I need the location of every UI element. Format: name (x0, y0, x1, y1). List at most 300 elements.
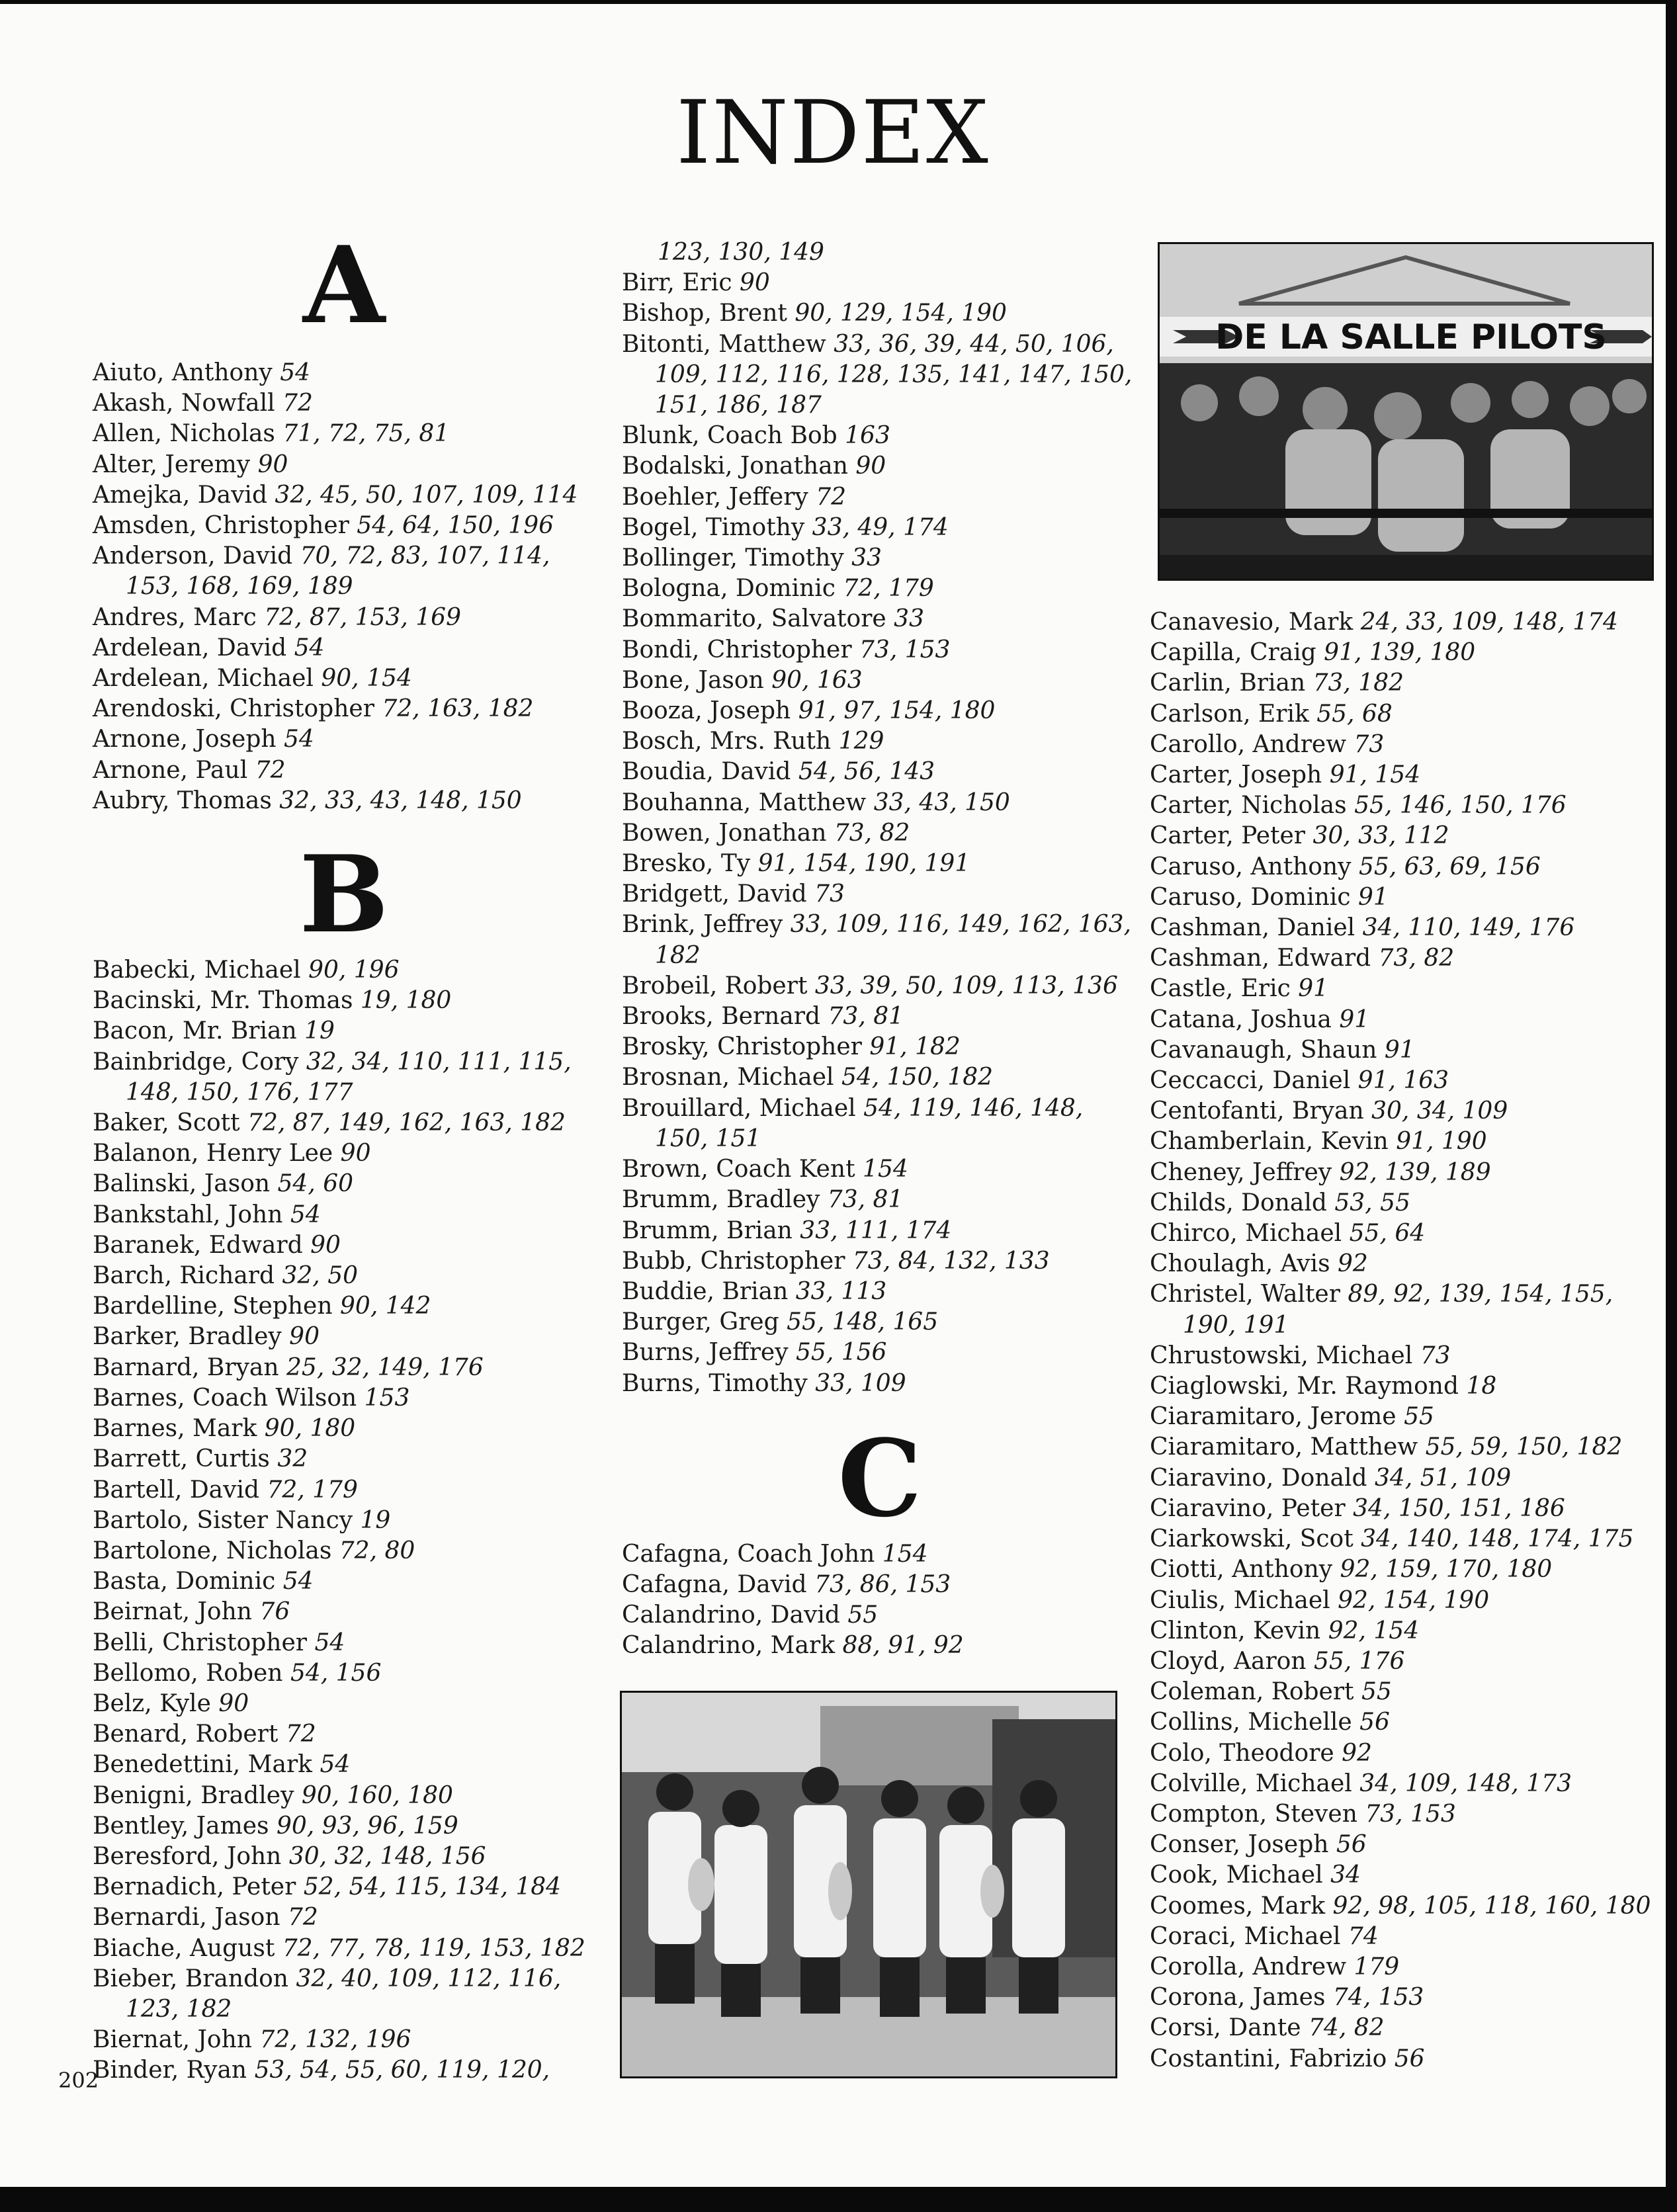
entry-pages: 55, 64 (1349, 1220, 1426, 1248)
entry-pages: 90 (218, 1689, 249, 1717)
index-entry (93, 2025, 595, 2055)
index-entry (622, 1216, 1138, 1246)
entry-name: Barrett, Curtis (93, 1445, 270, 1473)
entry-pages: 90 (340, 1140, 371, 1168)
entry-pages: 55, 176 (1313, 1647, 1405, 1675)
entry-name: Bainbridge, Cory (93, 1048, 299, 1076)
index-entry (93, 1047, 595, 1108)
entry-pages: 92 (1338, 1250, 1368, 1278)
entry-name: Bacon, Mr. Brian (93, 1017, 297, 1045)
entry-name: Caruso, Dominic (1150, 883, 1351, 911)
index-entry (93, 724, 595, 755)
entry-name: Basta, Dominic (93, 1568, 276, 1595)
index-entry (1150, 943, 1653, 974)
index-entry (1150, 852, 1653, 882)
index-entry (93, 633, 595, 663)
entry-name: Baranek, Edward (93, 1231, 303, 1259)
index-entry (93, 1200, 595, 1230)
entry-pages: 25, 32, 149, 176 (286, 1353, 484, 1381)
entry-name: Aubry, Thomas (93, 787, 272, 814)
entry-pages: 34, 110, 149, 176 (1362, 914, 1575, 942)
index-entry (93, 1628, 595, 1658)
index-entry (1150, 1066, 1653, 1096)
entry-pages: 54 (294, 634, 325, 661)
entry-pages: 72 (287, 1904, 318, 1932)
entry-pages: 91, 139, 180 (1324, 639, 1476, 667)
entry-pages: 73, 82 (1378, 945, 1455, 972)
index-entry (93, 1811, 595, 1842)
page-title: INDEX (676, 82, 990, 184)
entry-name: Bishop, Brent (622, 300, 787, 327)
entry-name: Alter, Jeremy (93, 450, 251, 478)
index-entry (1150, 1035, 1653, 1066)
entry-name: Carter, Joseph (1150, 761, 1322, 789)
index-entry (622, 910, 1138, 970)
entry-name: Brosky, Christopher (622, 1033, 862, 1061)
entry-name: Arendoski, Christopher (93, 695, 374, 723)
entry-pages: 91 (1384, 1036, 1415, 1064)
index-entry (1150, 1707, 1653, 1738)
index-entry (1150, 1554, 1653, 1585)
entry-pages: 19 (304, 1017, 335, 1045)
entry-pages: 33 (894, 605, 924, 633)
entry-name: Aiuto, Anthony (93, 359, 273, 386)
entry-pages: 92 (1342, 1739, 1372, 1767)
index-entry (93, 1475, 595, 1506)
entry-pages: 33, 36, 39, 44, 50, 106, 109, 112, 116, 128, 135, 141, 147, 150, 151, 186, 187 (655, 330, 1133, 419)
index-entry (93, 419, 595, 449)
index-entry (93, 1964, 595, 2025)
entry-name: Caruso, Anthony (1150, 853, 1352, 880)
index-entry (93, 755, 595, 786)
entry-pages: 90 (310, 1231, 341, 1259)
entry-pages: 154 (863, 1156, 908, 1183)
entry-name: Benedettini, Mark (93, 1751, 312, 1779)
entry-pages: 123, 130, 149 (658, 239, 824, 266)
entry-pages: 90 (739, 269, 770, 297)
entry-pages: 34 (1330, 1861, 1361, 1889)
entry-name: Bodalski, Jonathan (622, 452, 848, 480)
entry-name: Ardelean, Michael (93, 665, 314, 693)
index-entry (93, 1230, 595, 1261)
index-entry (622, 513, 1138, 543)
entry-name: Bartolo, Sister Nancy (93, 1506, 353, 1534)
entry-pages: 90, 142 (340, 1293, 431, 1320)
entry-pages: 55, 68 (1316, 700, 1393, 728)
entry-name: Bogel, Timothy (622, 513, 805, 541)
entry-name: Bone, Jason (622, 666, 764, 694)
index-entry (622, 1093, 1138, 1154)
index-entry (1150, 1432, 1653, 1463)
index-entry (1150, 1616, 1653, 1646)
index-entry (93, 1169, 595, 1199)
index-entry (622, 788, 1138, 818)
entry-pages: 73, 153 (859, 636, 951, 663)
sign-text: DE LA SALLE PILOTS (1215, 318, 1607, 357)
entry-pages: 54 (284, 726, 314, 753)
entry-name: Brooks, Bernard (622, 1003, 821, 1031)
index-entry (93, 663, 595, 694)
index-entry (93, 541, 595, 602)
entry-pages: 55, 146, 150, 176 (1354, 792, 1567, 820)
entry-name: Coleman, Robert (1150, 1678, 1354, 1706)
entry-name: Bosch, Mrs. Ruth (622, 728, 832, 755)
entry-name: Calandrino, Mark (622, 1632, 836, 1660)
index-entry (622, 1307, 1138, 1338)
entry-pages: 73, 182 (1312, 669, 1404, 697)
entry-pages: 73 (814, 880, 845, 908)
entry-name: Bentley, James (93, 1812, 269, 1840)
index-entry (93, 1658, 595, 1689)
entry-name: Centofanti, Bryan (1150, 1097, 1364, 1125)
index-entry (1150, 1524, 1653, 1554)
entry-pages: 89, 92, 139, 154, 155, 190, 191 (1183, 1281, 1613, 1339)
entry-pages: 34, 109, 148, 173 (1359, 1769, 1572, 1797)
entry-pages: 55 (1361, 1678, 1392, 1706)
entry-pages: 19, 180 (360, 987, 452, 1015)
entry-pages: 92, 159, 170, 180 (1340, 1556, 1553, 1584)
entry-pages: 90, 93, 96, 159 (276, 1812, 458, 1840)
index-entry (622, 1631, 1138, 1661)
entry-name: Colville, Michael (1150, 1769, 1352, 1797)
index-entry (622, 298, 1138, 329)
entry-pages: 92, 154 (1328, 1617, 1420, 1644)
entry-pages: 24, 33, 109, 148, 174 (1360, 609, 1618, 636)
entry-name: Birr, Eric (622, 269, 732, 297)
entry-name: Brouillard, Michael (622, 1094, 856, 1122)
entry-pages: 73 (1420, 1341, 1451, 1369)
entry-name: Costantini, Fabrizio (1150, 2045, 1387, 2072)
entry-pages: 19 (360, 1506, 391, 1534)
entry-pages: 91, 154, 190, 191 (757, 850, 970, 878)
entry-name: Cloyd, Aaron (1150, 1647, 1307, 1675)
entry-name: Buddie, Brian (622, 1277, 789, 1305)
entry-name: Blunk, Coach Bob (622, 422, 838, 450)
index-entry (622, 818, 1138, 849)
entry-name: Carter, Peter (1150, 822, 1306, 850)
entry-pages: 90, 163 (771, 666, 863, 694)
entry-pages: 74, 153 (1332, 1984, 1424, 2012)
index-entry (1150, 1249, 1653, 1279)
entry-pages: 54, 119, 146, 148, 150, 151 (655, 1094, 1084, 1152)
entry-name: Cashman, Daniel (1150, 914, 1355, 942)
index-entry (622, 1369, 1138, 1399)
index-entry (93, 1108, 595, 1138)
entry-pages: 55, 148, 165 (787, 1308, 939, 1336)
index-entry (1150, 638, 1653, 668)
entry-pages: 90 (855, 452, 886, 480)
entry-pages: 163 (845, 422, 890, 450)
index-entry (1150, 1188, 1653, 1218)
index-entry (1150, 1891, 1653, 1922)
entry-pages: 54 (282, 1568, 314, 1595)
page-number: 202 (58, 2068, 99, 2093)
index-entry (622, 451, 1138, 482)
entry-name: Collins, Michelle (1150, 1709, 1352, 1736)
index-column-3 (1150, 607, 1653, 2074)
entry-name: Corona, James (1150, 1984, 1326, 2012)
index-entry (622, 543, 1138, 574)
entry-name: Ciaramitaro, Jerome (1150, 1403, 1397, 1431)
index-entry (93, 1414, 595, 1444)
entry-pages: 32, 34, 110, 111, 115, 148, 150, 176, 177 (126, 1048, 572, 1106)
entry-pages: 55, 63, 69, 156 (1358, 853, 1541, 880)
entry-name: Bitonti, Matthew (622, 330, 826, 358)
index-entry (622, 696, 1138, 726)
index-column-1 (93, 223, 595, 2086)
entry-name: Christel, Walter (1150, 1281, 1340, 1308)
entry-pages: 54, 60 (277, 1170, 354, 1198)
index-entry (93, 1781, 595, 1811)
entry-name: Bankstahl, John (93, 1201, 283, 1228)
index-entry (93, 450, 595, 480)
entry-pages: 90, 154 (321, 665, 412, 693)
marching-band-photo (620, 1691, 1117, 2078)
index-entry (1150, 1982, 1653, 2013)
entry-pages: 53, 55 (1334, 1189, 1410, 1216)
entry-name: Balinski, Jason (93, 1170, 271, 1198)
index-entry (622, 421, 1138, 451)
entry-pages: 55 (1404, 1403, 1434, 1431)
index-entry (622, 971, 1138, 1001)
entry-pages: 53, 54, 55, 60, 119, 120, (254, 2057, 550, 2084)
index-entry (622, 1600, 1138, 1631)
entry-pages: 153 (364, 1384, 410, 1412)
entry-pages: 90, 129, 154, 190 (795, 300, 1007, 327)
index-entry (1150, 1494, 1653, 1524)
entry-name: Castle, Eric (1150, 975, 1291, 1003)
entry-name: Beirnat, John (93, 1598, 252, 1626)
index-entry (622, 1154, 1138, 1185)
entry-pages: 179 (1354, 1953, 1400, 1980)
entry-name: Bieber, Brandon (93, 1965, 288, 1992)
entry-name: Clinton, Kevin (1150, 1617, 1321, 1644)
entry-name: Cook, Michael (1150, 1861, 1323, 1889)
index-entry (1150, 1830, 1653, 1860)
entry-pages: 73, 81 (828, 1003, 904, 1031)
entry-pages: 30, 33, 112 (1312, 822, 1449, 850)
index-entry (622, 604, 1138, 634)
entry-pages: 72, 87, 149, 162, 163, 182 (247, 1109, 566, 1137)
entry-pages: 72, 179 (267, 1476, 358, 1504)
entry-pages: 32, 40, 109, 112, 116, 123, 182 (126, 1965, 562, 2023)
entry-name: Amejka, David (93, 481, 267, 509)
index-entry (93, 511, 595, 541)
index-entry (1150, 974, 1653, 1004)
entry-name: Bouhanna, Matthew (622, 788, 867, 816)
index-entry (622, 1277, 1138, 1307)
entry-name: Cheney, Jeffrey (1150, 1158, 1332, 1186)
entry-name: Catana, Joshua (1150, 1005, 1332, 1033)
index-entry (1150, 913, 1653, 943)
entry-pages: 73 (1354, 730, 1385, 758)
index-entry (1150, 2044, 1653, 2074)
entry-name: Coomes, Mark (1150, 1892, 1326, 1920)
index-entry (93, 1444, 595, 1474)
entry-name: Corsi, Dante (1150, 2014, 1301, 2042)
entry-name: Ciulis, Michael (1150, 1586, 1330, 1614)
entry-name: Babecki, Michael (93, 957, 301, 984)
index-entry (622, 1246, 1138, 1277)
entry-pages: 91, 182 (869, 1033, 961, 1061)
entry-pages: 55, 59, 150, 182 (1425, 1433, 1623, 1461)
index-entry (93, 1902, 595, 1933)
entry-pages: 34, 140, 148, 174, 175 (1361, 1525, 1634, 1553)
entry-pages: 73, 82 (834, 819, 910, 847)
entry-pages: 30, 34, 109 (1371, 1097, 1508, 1125)
index-entry (1150, 1677, 1653, 1707)
entry-name: Arnone, Paul (93, 756, 248, 784)
index-page (0, 4, 1666, 2187)
index-entry (622, 1032, 1138, 1062)
entry-pages: 90, 180 (264, 1415, 356, 1443)
index-entry (93, 1566, 595, 1597)
entry-pages: 55 (847, 1601, 879, 1629)
index-entry (1150, 607, 1653, 638)
entry-name: Bollinger, Timothy (622, 544, 844, 572)
index-entry (93, 1016, 595, 1046)
entry-pages: 56 (1394, 2045, 1425, 2072)
entry-name: Brobeil, Robert (622, 972, 808, 1000)
entry-pages: 34, 150, 151, 186 (1353, 1494, 1565, 1522)
entry-pages: 72 (255, 756, 286, 784)
entry-name: Ciaravino, Donald (1150, 1464, 1367, 1492)
entry-pages: 33, 43, 150 (873, 788, 1010, 816)
index-entry (622, 879, 1138, 910)
entry-pages: 74 (1348, 1922, 1379, 1950)
entry-pages: 91 (1357, 883, 1389, 911)
entry-pages: 91 (1298, 975, 1329, 1003)
index-entry (93, 1750, 595, 1780)
index-entry (622, 635, 1138, 665)
entry-pages: 72, 77, 78, 119, 153, 182 (282, 1934, 585, 1962)
entry-pages: 72, 80 (339, 1537, 415, 1564)
entry-name: Ceccacci, Daniel (1150, 1067, 1351, 1095)
entry-name: Conser, Joseph (1150, 1831, 1329, 1859)
entry-name: Ciarkowski, Scot (1150, 1525, 1354, 1553)
index-entry (622, 849, 1138, 879)
index-entry (93, 1872, 595, 1902)
index-entry (622, 329, 1138, 421)
cafeteria-photo (1158, 242, 1654, 581)
entry-pages: 18 (1466, 1373, 1497, 1400)
entry-pages: 32, 33, 43, 148, 150 (279, 787, 522, 814)
entry-pages: 34, 51, 109 (1375, 1464, 1512, 1492)
entry-name: Beresford, John (93, 1842, 282, 1870)
entry-pages: 73, 153 (1365, 1800, 1456, 1828)
entry-pages: 92, 154, 190 (1338, 1586, 1490, 1614)
entry-name: Canavesio, Mark (1150, 609, 1354, 636)
entry-name: Belli, Christopher (93, 1629, 307, 1656)
entry-name: Carlson, Erik (1150, 700, 1309, 728)
entry-pages: 55, 156 (796, 1339, 887, 1367)
entry-name: Brumm, Bradley (622, 1186, 820, 1214)
entry-pages: 72, 163, 182 (382, 695, 534, 723)
index-entry (1150, 1738, 1653, 1769)
entry-name: Capilla, Craig (1150, 639, 1316, 667)
entry-pages: 33 (851, 544, 882, 572)
index-entry (1150, 760, 1653, 790)
entry-name: Cavanaugh, Shaun (1150, 1036, 1377, 1064)
entry-pages: 56 (1336, 1831, 1367, 1859)
index-entry (93, 480, 595, 511)
entry-name: Arnone, Joseph (93, 726, 277, 753)
entry-name: Chirco, Michael (1150, 1220, 1342, 1248)
entry-name: Colo, Theodore (1150, 1739, 1334, 1767)
entry-name: Cafagna, David (622, 1570, 807, 1598)
index-entry (93, 388, 595, 419)
entry-pages: 73, 86, 153 (814, 1570, 951, 1598)
index-entry (93, 1689, 595, 1719)
index-entry (1150, 699, 1653, 730)
index-entry (622, 574, 1138, 604)
entry-name: Balanon, Henry Lee (93, 1140, 333, 1168)
entry-name: Barnard, Bryan (93, 1353, 279, 1381)
entry-name: Boehler, Jeffery (622, 483, 808, 511)
entry-name: Bardelline, Stephen (93, 1293, 333, 1320)
index-entry (93, 694, 595, 724)
entry-name: Bernardi, Jason (93, 1904, 280, 1932)
index-entry (1150, 1005, 1653, 1035)
entry-name: Bubb, Christopher (622, 1247, 845, 1275)
entry-pages: 32, 50 (282, 1262, 359, 1290)
entry-name: Bacinski, Mr. Thomas (93, 987, 353, 1015)
index-entry (93, 1353, 595, 1383)
entry-pages: 90 (289, 1323, 320, 1351)
index-entry (622, 1062, 1138, 1093)
entry-pages: 90 (257, 450, 288, 478)
index-entry (1150, 1586, 1653, 1616)
entry-name: Akash, Nowfall (93, 390, 275, 417)
entry-pages: 72, 132, 196 (259, 2026, 411, 2054)
index-entry (93, 1719, 595, 1750)
entry-name: Bernadich, Peter (93, 1873, 296, 1901)
entry-name: Choulagh, Avis (1150, 1250, 1330, 1278)
entry-pages: 54, 150, 182 (841, 1064, 994, 1091)
entry-name: Bondi, Christopher (622, 636, 852, 663)
index-entry (93, 603, 595, 633)
entry-name: Anderson, David (93, 542, 293, 570)
entry-name: Compton, Steven (1150, 1800, 1357, 1828)
index-entry (1150, 2013, 1653, 2043)
entry-pages: 72 (285, 1721, 316, 1748)
index-entry (1150, 730, 1653, 760)
section-letter: A (302, 223, 386, 347)
entry-pages: 72, 87, 153, 169 (264, 603, 461, 631)
entry-name: Childs, Donald (1150, 1189, 1327, 1216)
index-entry (93, 358, 595, 388)
entry-pages: 91, 154 (1329, 761, 1421, 789)
entry-pages: 54 (280, 359, 311, 386)
entry-pages: 33, 39, 50, 109, 113, 136 (814, 972, 1118, 1000)
index-entry (1150, 1279, 1653, 1340)
index-entry (622, 1539, 1138, 1570)
entry-name: Barnes, Coach Wilson (93, 1384, 357, 1412)
entry-pages: 30, 32, 148, 156 (288, 1842, 486, 1870)
entry-name: Amsden, Christopher (93, 512, 349, 540)
entry-name: Cashman, Edward (1150, 945, 1371, 972)
index-entry (93, 1842, 595, 1872)
entry-name: Booza, Joseph (622, 697, 791, 725)
entry-name: Ciotti, Anthony (1150, 1556, 1333, 1584)
entry-name: Brosnan, Michael (622, 1064, 834, 1091)
entry-pages: 72 (282, 390, 313, 417)
entry-pages: 72, 179 (843, 575, 934, 603)
index-entry (1150, 1922, 1653, 1952)
entry-pages: 32, 45, 50, 107, 109, 114 (275, 481, 578, 509)
entry-pages: 33, 49, 174 (812, 513, 949, 541)
index-entry (622, 268, 1138, 298)
